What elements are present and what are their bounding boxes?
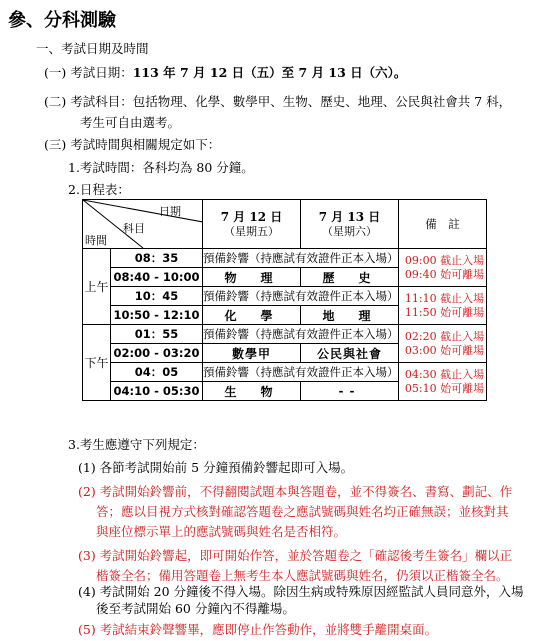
entry-deadline: 11:10 截止入場 — [404, 291, 485, 305]
page-heading: 參、分科測驗 — [8, 10, 116, 31]
bell-time: 04：05 — [111, 363, 203, 382]
day2-date: 7 月 13 日 — [318, 209, 381, 224]
table-corner-header — [83, 200, 203, 249]
bell-notice: 預備鈴響（持應試有效證件正本入場） — [203, 249, 399, 268]
corner-date-label: 日期 — [159, 205, 181, 218]
subject-day1: 化 學 — [203, 306, 301, 325]
bell-time: 10：45 — [111, 287, 203, 306]
entry-deadline: 02:20 截止入場 — [404, 329, 485, 343]
rule-1: (1) 各節考試開始前 5 分鐘預備鈴響起即可入場。 — [78, 460, 354, 475]
remarks-label: 備 註 — [425, 217, 460, 231]
bell-time: 01：55 — [111, 325, 203, 344]
exam-date-line — [44, 64, 406, 82]
subject-day1: 物 理 — [203, 268, 301, 287]
exam-rules-intro: (三) 考試時間與相關規定如下： — [44, 137, 221, 152]
rule-2-line1: (2) 考試開始鈴響前，不得翻閱試題本與答題卷，並不得簽名、書寫、劃記、作 — [78, 484, 513, 499]
rule-2-line2: 答；應以目視方式核對確認答題卷之應試號碼與姓名均正確無誤；並核對其 — [96, 504, 509, 519]
exam-date-label: (一) 考試日期： — [44, 65, 133, 80]
leave-time: 05:10 始可離場 — [404, 381, 485, 395]
rule-3-line2: 楷簽全名；備用答題卷上無考生本人應試號碼與姓名，仍須以正楷簽全名。 — [96, 568, 509, 583]
day1-date: 7 月 12 日 — [220, 209, 283, 224]
exam-subjects-line1: (二) 考試科目：包括物理、化學、數學甲、生物、歷史、地理、公民與社會共 7 科， — [44, 94, 512, 109]
day1-weekday: （星期五） — [224, 224, 279, 238]
exam-subjects-line2: 考生可自由選考。 — [80, 115, 181, 130]
subject-day2: -- — [301, 382, 399, 401]
entry-deadline: 04:30 截止入場 — [404, 367, 485, 381]
rule-5: (5) 考試結束鈴聲響畢，應即停止作答動作，並將雙手離開桌面。 — [78, 622, 438, 637]
bell-notice: 預備鈴響（持應試有效證件正本入場） — [203, 287, 399, 306]
subject-day2: 歷 史 — [301, 268, 399, 287]
rule-2-line3: 與座位標示單上的應試號碼與姓名是否相符。 — [96, 524, 347, 539]
leave-time: 09:40 始可離場 — [404, 267, 485, 281]
remark-cell — [399, 287, 487, 325]
remark-cell — [399, 325, 487, 363]
bell-time: 08：35 — [111, 249, 203, 268]
exam-duration: 1.考試時間：各科均為 80 分鐘。 — [68, 160, 254, 175]
day2-weekday: （星期六） — [322, 224, 377, 238]
subject-day1: 生 物 — [203, 382, 301, 401]
remark-cell — [399, 249, 487, 287]
bell-notice: 預備鈴響（持應試有效證件正本入場） — [203, 363, 399, 382]
rule-3-line1: (3) 考試開始鈴響起，即可開始作答，並於答題卷之「確認後考生簽名」欄以正 — [78, 548, 513, 563]
section-title: 一、考試日期及時間 — [36, 41, 149, 56]
entry-deadline: 09:00 截止入場 — [404, 253, 485, 267]
remarks-header — [399, 200, 487, 249]
rules-heading: 3.考生應遵守下列規定： — [68, 437, 205, 452]
rule-4-line2: 後至考試開始 60 分鐘內不得離場。 — [96, 601, 295, 616]
leave-time: 11:50 始可離場 — [404, 305, 485, 319]
exam-time: 10:50 - 12:10 — [111, 306, 203, 325]
schedule-table — [82, 199, 487, 401]
exam-time: 02:00 - 03:20 — [111, 344, 203, 363]
leave-time: 03:00 始可離場 — [404, 343, 485, 357]
subject-day2: 地 理 — [301, 306, 399, 325]
subject-day2: 公民與社會 — [301, 344, 399, 363]
day1-header — [203, 200, 301, 249]
schedule-label: 2.日程表： — [68, 182, 130, 197]
morning-label: 上午 — [83, 249, 111, 325]
rule-4-line1: (4) 考試開始 20 分鐘後不得入場。除因生病或特殊原因經監試人員同意外，入場 — [78, 584, 524, 599]
remark-cell — [399, 363, 487, 401]
exam-time: 08:40 - 10:00 — [111, 268, 203, 287]
exam-time: 04:10 - 05:30 — [111, 382, 203, 401]
exam-date-value: 113 年 7 月 12 日（五）至 7 月 13 日（六）。 — [132, 65, 407, 80]
bell-notice: 預備鈴響（持應試有效證件正本入場） — [203, 325, 399, 344]
corner-time-label: 時間 — [85, 234, 107, 247]
subject-day1: 數學甲 — [203, 344, 301, 363]
day2-header — [301, 200, 399, 249]
corner-subject-label: 科目 — [123, 222, 145, 235]
afternoon-label: 下午 — [83, 325, 111, 401]
